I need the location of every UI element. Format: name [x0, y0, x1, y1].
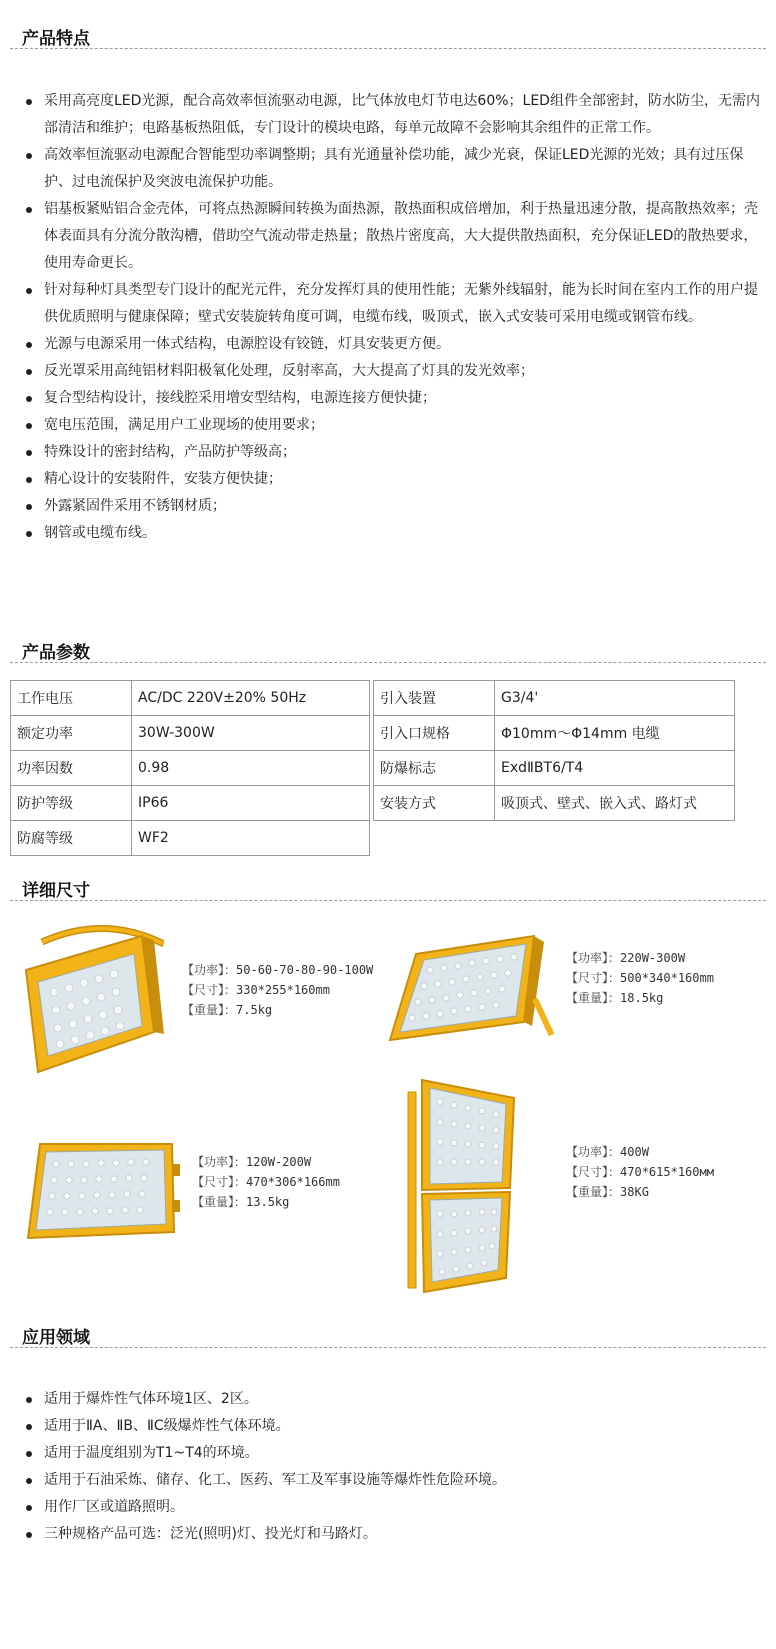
- list-item: 适用于爆炸性气体环境1区、2区。: [22, 1386, 762, 1413]
- param-value: 30W-300W: [132, 716, 370, 751]
- table-row: [11, 821, 370, 856]
- table-row: [374, 681, 735, 716]
- weight-label: 【重量】：: [566, 991, 621, 1005]
- param-value: ExdⅡBT6/T4: [495, 751, 735, 786]
- param-key: 防护等级: [11, 786, 132, 821]
- divider: [10, 662, 766, 663]
- size-value: 330*255*160mm: [236, 983, 330, 997]
- param-value: 0.98: [132, 751, 370, 786]
- params-table-left: [10, 680, 370, 856]
- list-item: 外露紧固件采用不锈钢材质；: [22, 493, 762, 520]
- weight-value: 7.5kg: [236, 1003, 273, 1017]
- param-key: 额定功率: [11, 716, 132, 751]
- size-value: 470*615*160мм: [620, 1165, 714, 1179]
- param-key: 引入口规格: [374, 716, 495, 751]
- table-row: [11, 751, 370, 786]
- divider: [10, 48, 766, 49]
- param-key: 功率因数: [11, 751, 132, 786]
- lamp-image-300w: [386, 930, 556, 1050]
- param-value: 吸顶式、壁式、嵌入式、路灯式: [495, 786, 735, 821]
- list-item: 特殊设计的密封结构，产品防护等级高；: [22, 439, 762, 466]
- param-value: IP66: [132, 786, 370, 821]
- weight-value: 18.5kg: [620, 991, 664, 1005]
- features-list: [22, 88, 762, 547]
- param-key: 工作电压: [11, 681, 132, 716]
- power-label: 【功率】：: [182, 963, 237, 977]
- spec-block-1: [182, 960, 373, 1020]
- params-title: 产品参数: [22, 643, 90, 663]
- list-item: 宽电压范围，满足用户工业现场的使用要求；: [22, 412, 762, 439]
- list-item: 针对每种灯具类型专门设计的配光元件，充分发挥灯具的使用性能；无紫外线辐射，能为长时间在室内工作的用户提供优质照明与健康保障；壁式安装旋转角度可调，电缆布线，吸顶式，嵌入式安装可采用电缆或钢管布线。: [22, 277, 762, 331]
- weight-value: 38KG: [620, 1185, 649, 1199]
- size-label: 【尺寸】：: [566, 971, 621, 985]
- table-row: [11, 786, 370, 821]
- lamp-image-100w: [14, 922, 164, 1090]
- list-item: 高效率恒流驱动电源配合智能型功率调整期；具有光通量补偿功能，减少光衰，保证LED光源的光效；具有过压保护、过电流保护及突波电流保护功能。: [22, 142, 762, 196]
- weight-label: 【重量】：: [192, 1195, 247, 1209]
- param-key: 安装方式: [374, 786, 495, 821]
- table-row: [11, 716, 370, 751]
- param-value: AC/DC 220V±20% 50Hz: [132, 681, 370, 716]
- list-item: 采用高亮度LED光源，配合高效率恒流驱动电源，比气体放电灯节电达60%；LED组件全部密封，防水防尘，无需内部清洁和维护；电路基板热阻低，专门设计的模块电路，每单元故障不会影响其余组件的正常工作。: [22, 88, 762, 142]
- size-label: 【尺寸】：: [192, 1175, 247, 1189]
- params-table-right: [373, 680, 735, 821]
- list-item: 适用于ⅡA、ⅡB、ⅡC级爆炸性气体环境。: [22, 1413, 762, 1440]
- list-item: 反光罩采用高纯铝材料阳极氧化处理，反射率高，大大提高了灯具的发光效率；: [22, 358, 762, 385]
- param-value: WF2: [132, 821, 370, 856]
- list-item: 三种规格产品可选：泛光(照明)灯、投光灯和马路灯。: [22, 1521, 762, 1548]
- weight-value: 13.5kg: [246, 1195, 290, 1209]
- size-value: 500*340*160mm: [620, 971, 714, 985]
- table-row: [11, 681, 370, 716]
- spec-block-3: [192, 1152, 340, 1212]
- lamp-image-200w: [24, 1134, 184, 1244]
- param-key: 引入装置: [374, 681, 495, 716]
- power-label: 【功率】：: [566, 951, 621, 965]
- list-item: 用作厂区或道路照明。: [22, 1494, 762, 1521]
- power-value: 220W-300W: [620, 951, 686, 965]
- size-label: 【尺寸】：: [566, 1165, 621, 1179]
- list-item: 光源与电源采用一体式结构，电源腔设有铰链，灯具安装更方便。: [22, 331, 762, 358]
- list-item: 精心设计的安装附件，安装方便快捷；: [22, 466, 762, 493]
- divider: [10, 900, 766, 901]
- weight-label: 【重量】：: [182, 1003, 237, 1017]
- power-value: 50-60-70-80-90-100W: [236, 963, 374, 977]
- dimensions-title: 详细尺寸: [22, 881, 90, 901]
- list-item: 适用于石油采炼、储存、化工、医药、军工及军事设施等爆炸性危险环境。: [22, 1467, 762, 1494]
- power-label: 【功率】：: [566, 1145, 621, 1159]
- size-value: 470*306*166mm: [246, 1175, 340, 1189]
- table-row: [374, 786, 735, 821]
- power-value: 120W-200W: [246, 1155, 312, 1169]
- table-row: [374, 716, 735, 751]
- param-value: G3/4': [495, 681, 735, 716]
- size-label: 【尺寸】：: [182, 983, 237, 997]
- list-item: 钢管或电缆布线。: [22, 520, 762, 547]
- power-label: 【功率】：: [192, 1155, 247, 1169]
- param-value: Φ10mm～Φ14mm 电缆: [495, 716, 735, 751]
- list-item: 适用于温度组别为T1~T4的环境。: [22, 1440, 762, 1467]
- param-key: 防腐等级: [11, 821, 132, 856]
- param-key: 防爆标志: [374, 751, 495, 786]
- power-value: 400W: [620, 1145, 649, 1159]
- applications-title: 应用领域: [22, 1328, 90, 1348]
- list-item: 复合型结构设计，接线腔采用增安型结构，电源连接方便快捷；: [22, 385, 762, 412]
- weight-label: 【重量】：: [566, 1185, 621, 1199]
- lamp-image-400w: [402, 1074, 522, 1298]
- applications-list: [22, 1386, 762, 1548]
- spec-block-4: [566, 1142, 714, 1202]
- spec-block-2: [566, 948, 714, 1008]
- features-title: 产品特点: [22, 29, 90, 49]
- list-item: 铝基板紧贴铝合金壳体，可将点热源瞬间转换为面热源，散热面积成倍增加，利于热量迅速分散，提高散热效率；壳体表面具有分流分散沟槽，借助空气流动带走热量；散热片密度高，大大提供散热面积，充分保证LED的散热要求，使用寿命更长。: [22, 196, 762, 277]
- divider: [10, 1347, 766, 1348]
- table-row: [374, 751, 735, 786]
